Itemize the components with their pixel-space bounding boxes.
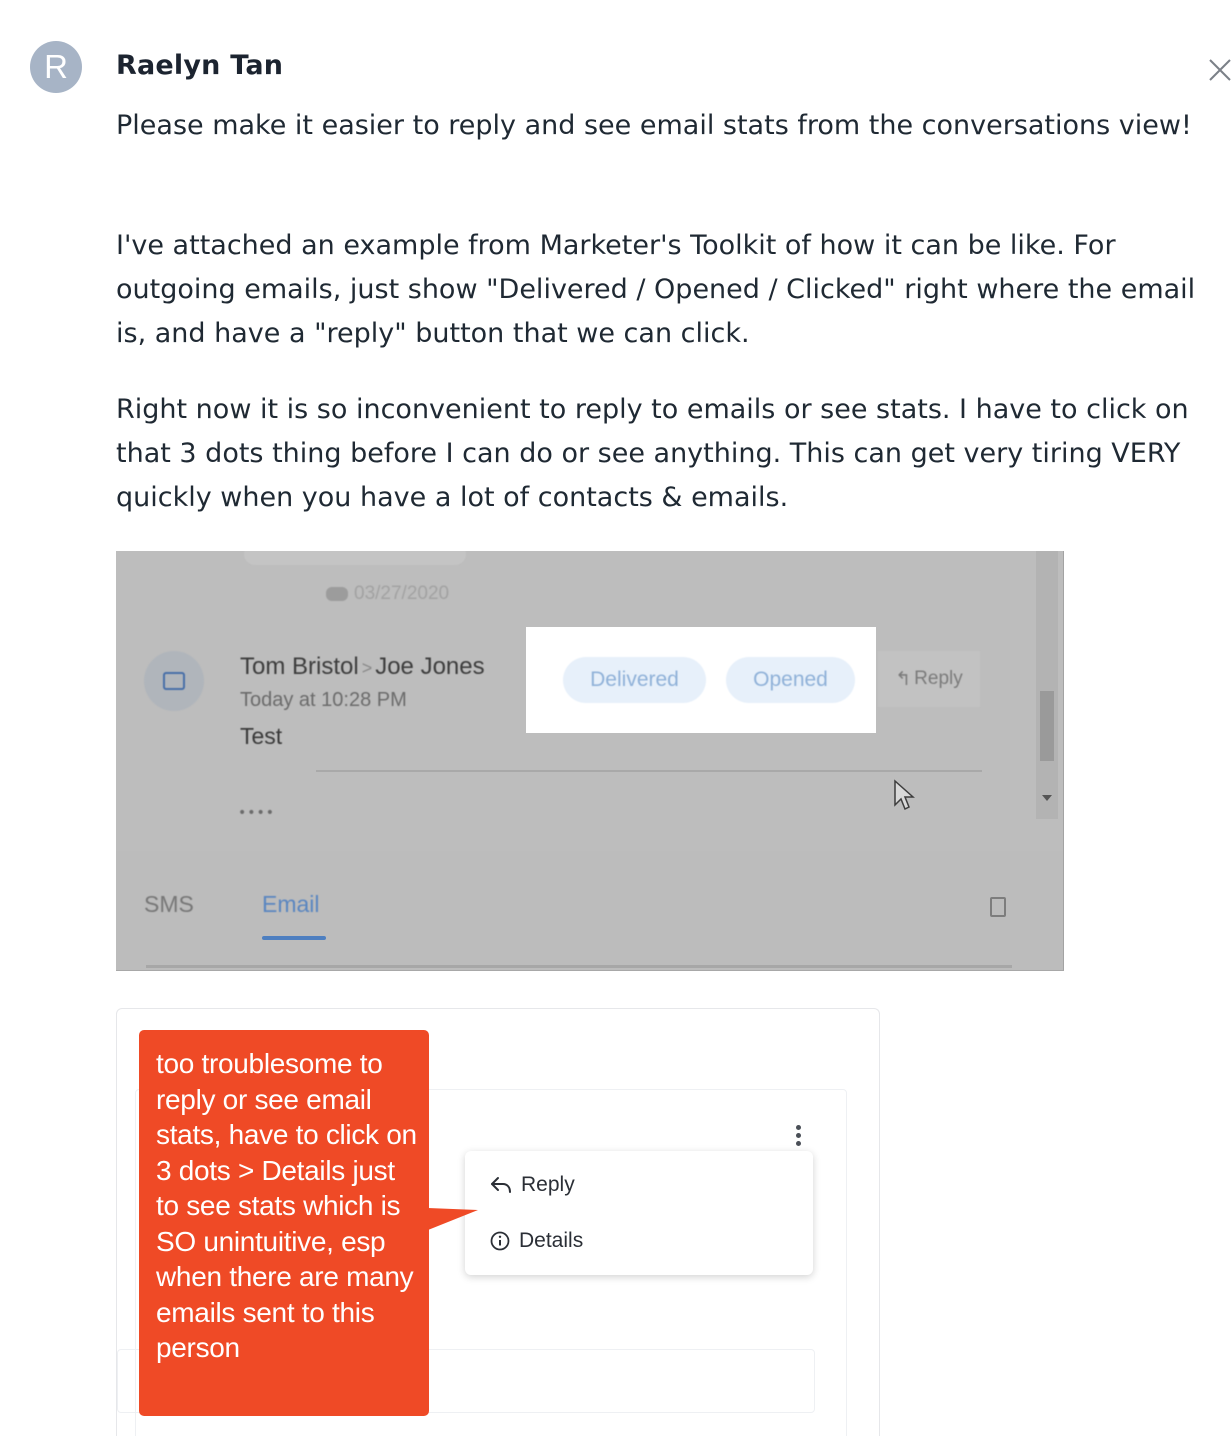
- screenshot-tabs: [116, 851, 1063, 970]
- options-menu: [465, 1151, 813, 1275]
- cursor-icon: [892, 779, 916, 817]
- screenshot-scrollbar: [1036, 551, 1058, 819]
- tabs-bottom-border: [146, 965, 1012, 968]
- tab-sms: SMS: [144, 891, 194, 917]
- more-options-icon: [793, 1123, 803, 1149]
- menu-item-details-label: Details: [519, 1229, 584, 1252]
- mail-icon: [144, 651, 204, 711]
- annotation-callout: too troublesome to reply or see email stats, have to click on 3 dots > Details just to see stats which is SO unintuitive, esp when there are many emails sent to this person: [139, 1030, 429, 1416]
- scroll-down-icon: [1042, 795, 1052, 801]
- message-paragraph-2: I've attached an example from Marketer's Toolkit of how it can be like. For outgoing emails, just show "Delivered / Opened / Clicked" right where the email is, and have a "reply" button that we can click.: [116, 230, 1196, 349]
- author-name: Raelyn Tan: [116, 50, 284, 81]
- info-icon: [489, 1230, 511, 1252]
- document-icon: [990, 897, 1006, 917]
- screenshot-topbar: [244, 551, 466, 565]
- screenshot-reply-label: Reply: [914, 668, 963, 689]
- close-icon[interactable]: [1204, 56, 1232, 84]
- screenshot-subject: Test: [240, 723, 283, 749]
- message-paragraph-1: Please make it easier to reply and see email stats from the conversations view!: [116, 110, 1192, 141]
- screenshot-dots: ••••: [238, 805, 276, 821]
- screenshot-reply-button: [878, 651, 980, 707]
- screenshot-date-text: 03/27/2020: [354, 583, 450, 604]
- reply-arrow-icon: ↰: [895, 668, 912, 690]
- callout-pointer: [428, 1208, 480, 1232]
- screenshot-date: [326, 583, 449, 605]
- status-delivered-badge: Delivered: [563, 657, 706, 703]
- menu-item-details: [489, 1223, 583, 1259]
- tab-email: Email: [262, 891, 320, 917]
- screenshot-sender-line: [240, 653, 485, 681]
- reply-icon: [489, 1174, 513, 1196]
- status-highlight-box: [526, 627, 876, 733]
- tab-email-underline: [262, 936, 326, 940]
- screenshot-arrow: >: [361, 658, 373, 678]
- avatar: R: [30, 41, 82, 93]
- menu-item-reply-label: Reply: [521, 1173, 575, 1196]
- attached-screenshot-example[interactable]: [116, 551, 1064, 971]
- screenshot-divider: [316, 770, 982, 772]
- message-paragraph-3: Right now it is so inconvenient to reply to emails or see stats. I have to click on that 3 dots thing before I can do or see anything. This can get very tiring VERY quickly when you have a lot of contacts & emails.: [116, 394, 1189, 513]
- menu-item-reply: [489, 1167, 575, 1203]
- screenshot-recipient: Joe Jones: [375, 653, 485, 680]
- close-button[interactable]: [1204, 56, 1232, 84]
- chat-bubble-icon: [326, 587, 348, 601]
- screenshot-time: Today at 10:28 PM: [240, 689, 407, 711]
- screenshot-sender: Tom Bristol: [240, 653, 359, 680]
- status-opened-badge: Opened: [726, 657, 855, 703]
